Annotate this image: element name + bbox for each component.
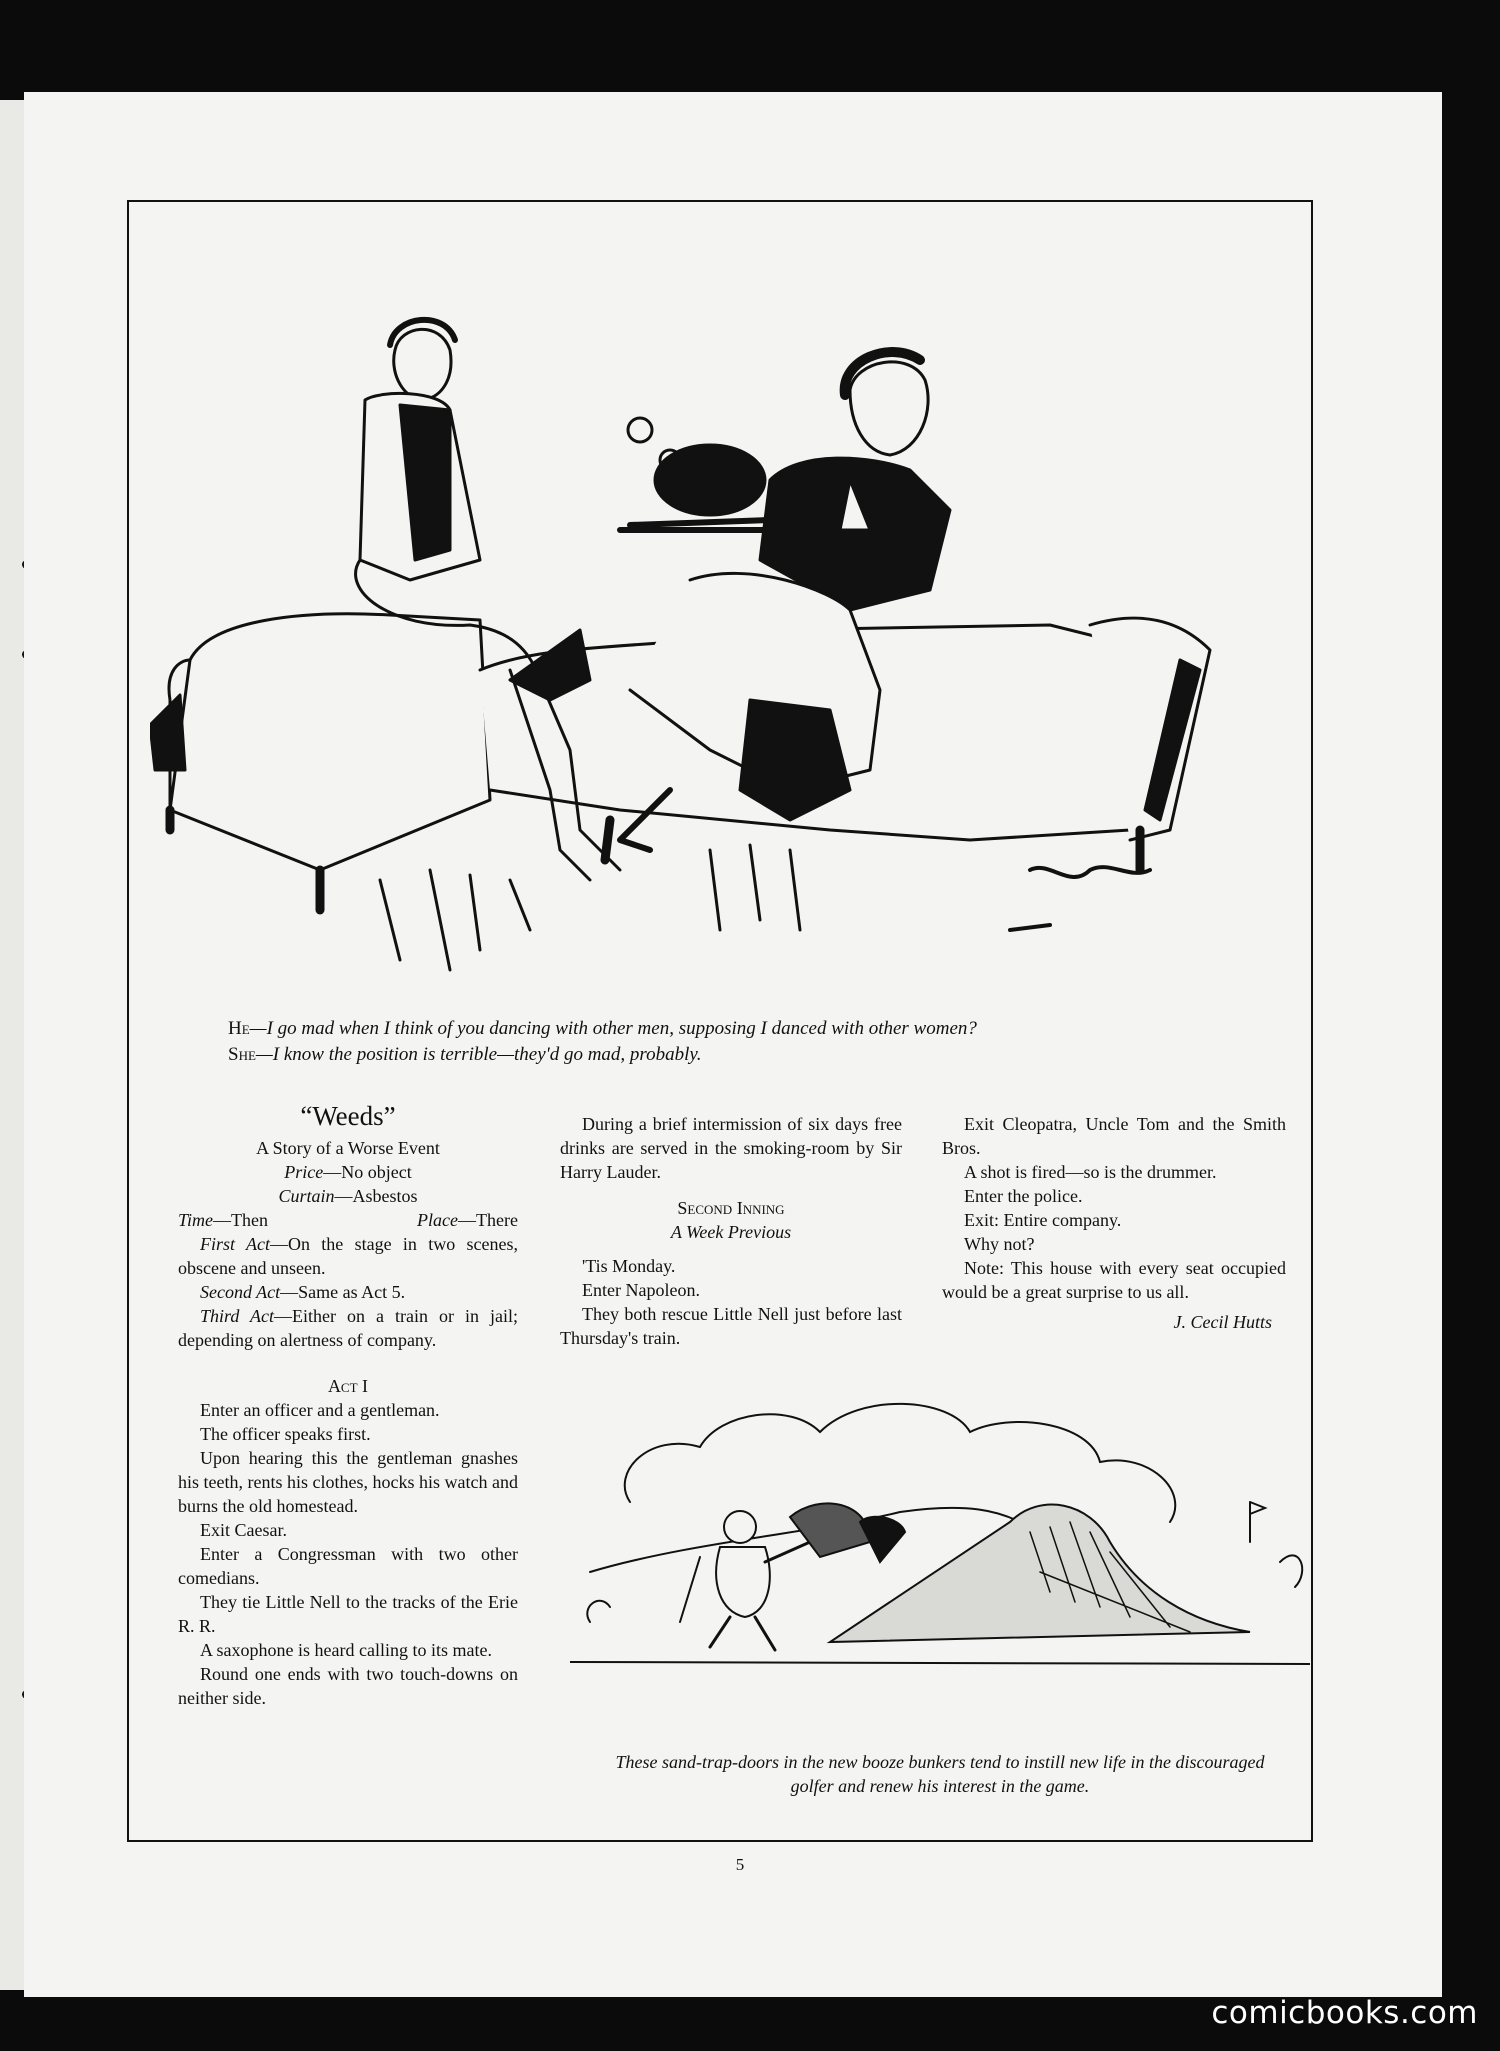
golf-caption: These sand-trap-doors in the new booze bunkers tend to instill new life in the discouraged golfer and renew his interest in the game. [615,1752,1265,1796]
col3-line: Exit Cleopatra, Uncle Tom and the Smith Bros. [942,1114,1286,1158]
col3-line: Note: This house with every seat occupied would be a great surprise to us all. [942,1258,1286,1302]
place-label: Place [417,1210,459,1230]
act1-line: Enter an officer and a gentleman. [200,1400,440,1420]
curtain-label: Curtain [278,1186,335,1206]
second-act-label: Second Act [200,1282,281,1302]
time-field [178,1208,268,1232]
act1-heading: Act I [327,1376,369,1396]
second-inning-heading: Second Inning [677,1198,785,1218]
col3-line: Enter the police. [964,1186,1083,1206]
act1-line: Round one ends with two touch-downs on neither side. [178,1664,518,1708]
col2-line: They both rescue Little Nell just before last Thursday's train. [560,1304,902,1348]
second-act-text: —Same as Act 5. [280,1282,406,1302]
place-field [417,1208,518,1232]
third-act-text: —Either on a train or in jail; depending on alertness of company. [178,1306,518,1350]
story-title: “Weeds” [300,1101,396,1131]
second-act [178,1280,518,1304]
col3-line: A shot is fired—so is the drummer. [964,1162,1217,1182]
second-inning-subheading: A Week Previous [670,1222,792,1242]
act1-line: They tie Little Nell to the tracks of the Erie R. R. [178,1592,518,1636]
cartoon-caption [228,1016,1268,1068]
author-byline: J. Cecil Hutts [1173,1312,1272,1332]
time-label: Time [178,1210,214,1230]
place-value: —There [458,1210,518,1230]
intermission-text: During a brief intermission of six days free drinks are served in the smoking-room by Sir Harry Lauder. [560,1114,902,1182]
col3-line: Why not? [964,1234,1035,1254]
page-number: 5 [735,1855,745,1874]
time-value: —Then [213,1210,268,1230]
column-3 [942,1112,1286,1334]
price-line [178,1160,518,1184]
price-label: Price [284,1162,324,1182]
she-text: —I know the position is terrible—they'd go mad, probably. [255,1044,702,1065]
act1-line: Exit Caesar. [200,1520,287,1540]
curtain-value: —Asbestos [334,1186,418,1206]
couch-cartoon-illustration [150,230,1290,990]
act1-line: A saxophone is heard calling to its mate. [200,1640,492,1660]
col2-line: 'Tis Monday. [582,1256,676,1276]
act1-line: Enter a Congressman with two other comedians. [178,1544,518,1588]
col2-line: Enter Napoleon. [582,1280,700,1300]
column-2 [560,1112,902,1350]
third-act-label: Third Act [200,1306,275,1326]
she-line [228,1042,1268,1068]
price-value: —No object [323,1162,412,1182]
col3-line: Exit: Entire company. [964,1210,1122,1230]
time-place-line [178,1208,518,1232]
first-act [178,1232,518,1280]
first-act-label: First Act [200,1234,270,1254]
she-label: She [228,1044,256,1065]
first-act-text: —On the stage in two scenes, obscene and unseen. [178,1234,518,1278]
he-label: He [228,1018,250,1039]
he-text: —I go mad when I think of you dancing with other men, supposing I danced with other women? [249,1018,977,1039]
golf-bunker-illustration [570,1392,1310,1692]
he-line [228,1016,1268,1042]
curtain-line [178,1184,518,1208]
story-subtitle: A Story of a Worse Event [256,1138,440,1158]
third-act [178,1304,518,1352]
act1-line: The officer speaks first. [200,1424,371,1444]
column-1 [178,1101,518,1710]
watermark: comicbooks.com [1211,1995,1478,2031]
act1-line: Upon hearing this the gentleman gnashes his teeth, rents his clothes, hocks his watch and burns the old homestead. [178,1448,518,1516]
